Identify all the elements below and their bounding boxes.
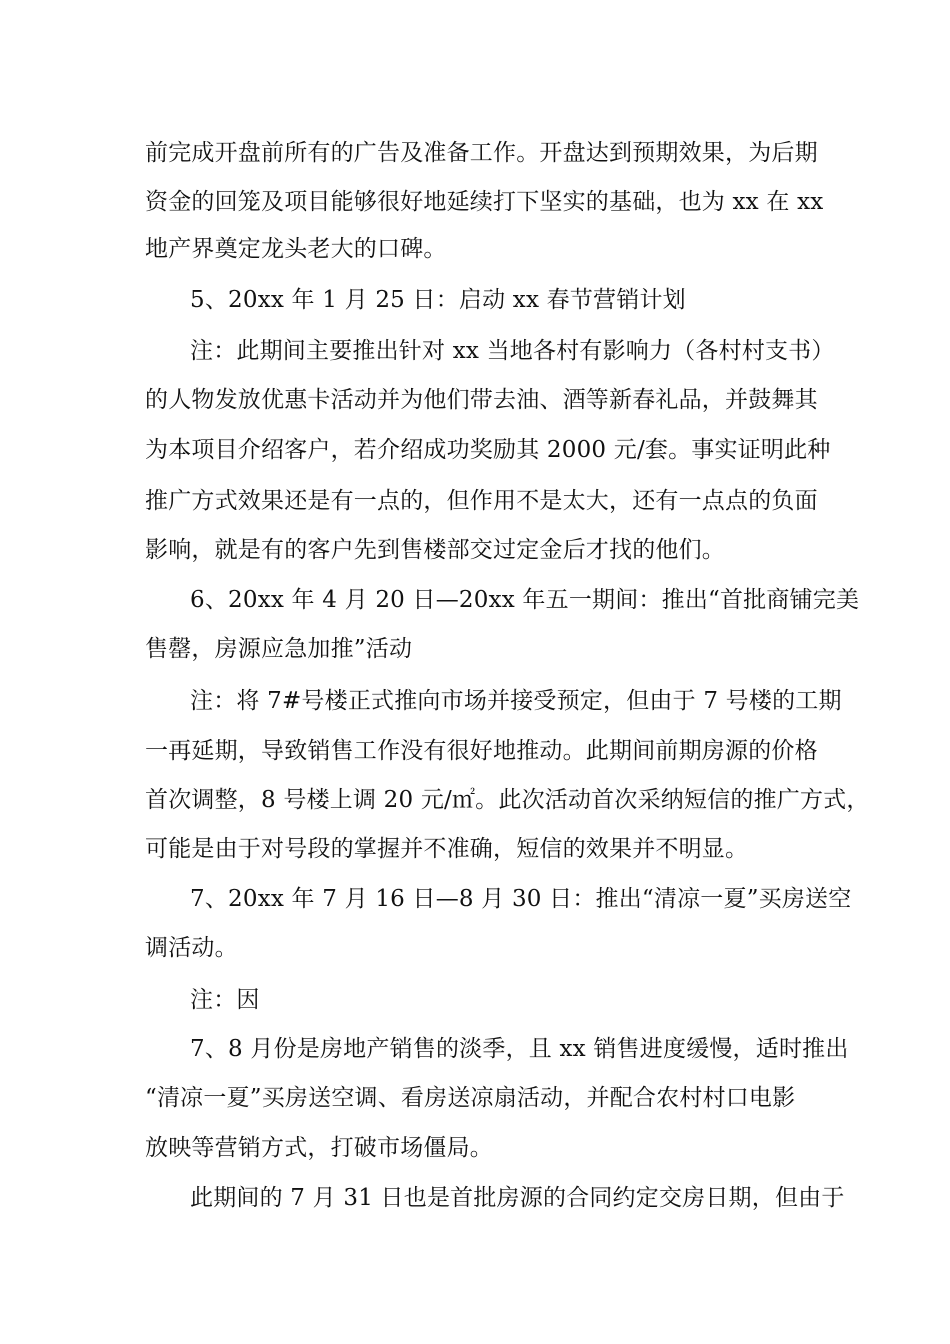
text-line: 售罄，房源应急加推”活动 (145, 636, 413, 662)
text-line: 资金的回笼及项目能够很好地延续打下坚实的基础，也为 xx 在 xx (145, 189, 824, 215)
text-line: 前完成开盘前所有的广告及准备工作。开盘达到预期效果，为后期 (145, 140, 818, 166)
text-line: 为本项目介绍客户，若介绍成功奖励其 2000 元/套。事实证明此种 (145, 437, 831, 463)
text-line: “清凉一夏”买房送空调、看房送凉扇活动，并配合农村村口电影 (145, 1085, 796, 1111)
note-line: 注：因 (190, 987, 260, 1013)
note-line: 注：将 7#号楼正式推向市场并接受预定，但由于 7 号楼的工期 (190, 688, 842, 714)
text-line: 调活动。 (145, 935, 238, 961)
section-heading: 5、20xx 年 1 月 25 日：启动 xx 春节营销计划 (190, 287, 686, 313)
text-line: 7、8 月份是房地产销售的淡季，且 xx 销售进度缓慢，适时推出 (190, 1036, 849, 1062)
section-heading: 6、20xx 年 4 月 20 日—20xx 年五一期间：推出“首批商铺完美 (190, 587, 860, 613)
text-line: 放映等营销方式，打破市场僵局。 (145, 1135, 493, 1161)
section-heading: 7、20xx 年 7 月 16 日—8 月 30 日：推出“清凉一夏”买房送空 (190, 886, 852, 912)
text-line: 影响，就是有的客户先到售楼部交过定金后才找的他们。 (145, 537, 725, 563)
note-line: 注：此期间主要推出针对 xx 当地各村有影响力（各村村支书） (190, 338, 835, 364)
text-line: 推广方式效果还是有一点的，但作用不是太大，还有一点点的负面 (145, 488, 818, 514)
text-line: 首次调整，8 号楼上调 20 元/㎡。此次活动首次采纳短信的推广方式， (145, 787, 870, 813)
text-line: 此期间的 7 月 31 日也是首批房源的合同约定交房日期，但由于 (190, 1185, 845, 1211)
text-line: 一再延期，导致销售工作没有很好地推动。此期间前期房源的价格 (145, 738, 818, 764)
text-line: 的人物发放优惠卡活动并为他们带去油、酒等新春礼品，并鼓舞其 (145, 387, 818, 413)
text-line: 可能是由于对号段的掌握并不准确，短信的效果并不明显。 (145, 836, 749, 862)
text-line: 地产界奠定龙头老大的口碑。 (145, 236, 447, 262)
